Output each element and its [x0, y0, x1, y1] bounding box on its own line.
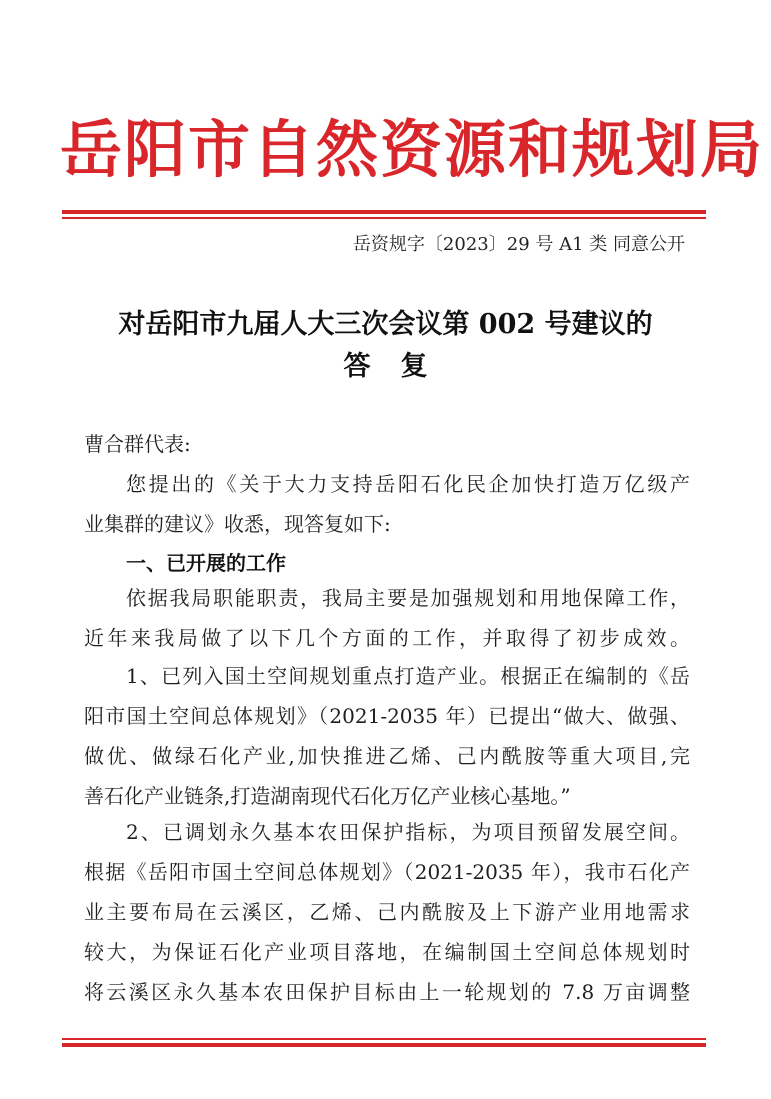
paragraph-3-line: 善石化产业链条,打造湖南现代石化万亿产业核心基地。”	[84, 784, 571, 808]
paragraph-3-line: 阳市国土空间总体规划》（2021-2035 年）已提出“做大、做强、	[84, 704, 690, 728]
paragraph-4-line: 将云溪区永久基本农田保护目标由上一轮规划的 7.8 万亩调整	[84, 980, 690, 1004]
paragraph-3-line: 1、已列入国土空间规划重点打造产业。根据正在编制的《岳	[126, 664, 690, 688]
paragraph-4-line: 2、已调划永久基本农田保护指标，为项目预留发展空间。	[126, 820, 690, 844]
document-number: 岳资规字〔2023〕29 号 A1 类 同意公开	[352, 234, 685, 255]
paragraph-1-line: 您提出的《关于大力支持岳阳石化民企加快打造万亿级产	[126, 472, 690, 496]
paragraph-4	[84, 812, 690, 1012]
paragraph-4-line: 较大，为保证石化产业项目落地，在编制国土空间总体规划时	[84, 940, 690, 964]
paragraph-2	[84, 578, 690, 658]
paragraph-3	[84, 656, 690, 816]
org-masthead: 岳阳市自然资源和规划局	[60, 113, 765, 186]
document-title-line-1: 对岳阳市九届人大三次会议第 002 号建议的	[118, 309, 653, 340]
salutation	[84, 424, 690, 464]
paragraph-4-line: 根据《岳阳市国土空间总体规划》（2021-2035 年），我市石化产	[84, 860, 690, 884]
paragraph-1	[84, 464, 690, 544]
footer-rule-thick	[62, 1043, 706, 1047]
paragraph-3-line: 做优、做绿石化产业,加快推进乙烯、己内酰胺等重大项目,完	[84, 744, 690, 768]
salutation-text: 曹合群代表:	[84, 432, 191, 456]
masthead-rule-thin	[62, 217, 706, 219]
paragraph-2-line: 近年来我局做了以下几个方面的工作，并取得了初步成效。	[84, 626, 690, 650]
paragraph-1-line: 业集群的建议》收悉，现答复如下:	[84, 512, 391, 536]
masthead-rule-thick	[62, 210, 706, 214]
paragraph-2-line: 依据我局职能职责，我局主要是加强规划和用地保障工作，	[126, 586, 690, 610]
section-1-heading: 一、已开展的工作	[126, 551, 286, 575]
paragraph-4-line: 业主要布局在云溪区，乙烯、己内酰胺及上下游产业用地需求	[84, 900, 690, 924]
footer-rule-thin	[62, 1038, 706, 1040]
document-title-line-2: 答复	[343, 351, 458, 382]
